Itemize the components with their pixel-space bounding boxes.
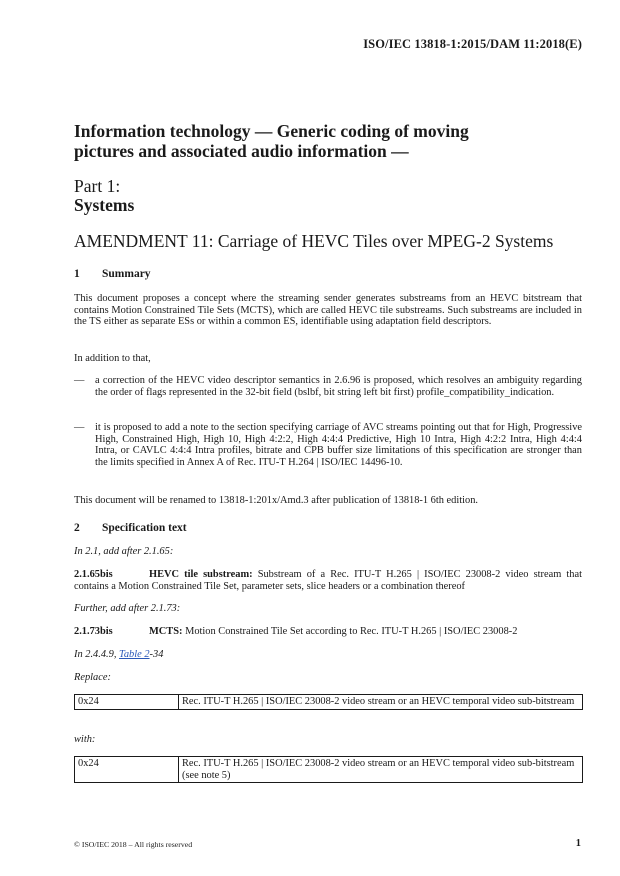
summary-paragraph-2: In addition to that, [74,353,151,364]
instruction-add-after-2-1-73: Further, add after 2.1.73: [74,603,181,614]
replacement-table [74,756,583,783]
bullet-text: it is proposed to add a note to the section specifying carriage of AVC streams pointing out that for High, Progressive High, Constrained High, High 10, High 4:2:2, High 4:4:4 Predictive, High 10 Intra, High 4:2:2 Intra, High 4:4:4 Intra, or CAVLC 4:4:4 Intra profiles, bitrate and CPB buffer size limitations of this specification are stronger than the limits specified in Annex A of Rec. ITU-T H.264 | ISO/IEC 14496-10. [95,422,582,468]
instruction-add-after-2-1-65: In 2.1, add after 2.1.65: [74,546,174,557]
section-heading-summary [74,268,151,280]
list-item [74,375,582,398]
definition-term: HEVC tile substream: [149,569,253,580]
definition-number: 2.1.65bis [74,569,113,580]
instruction-replace: Replace: [74,672,111,683]
section-number: 1 [74,268,80,280]
stream-type-description-cell: Rec. ITU-T H.265 | ISO/IEC 23008-2 video stream or an HEVC temporal video sub-bitstream [179,695,583,710]
definition-text: Motion Constrained Tile Set according to Rec. ITU-T H.265 | ISO/IEC 23008-2 [182,626,518,637]
definition-number: 2.1.73bis [74,626,113,637]
bullet-dash: — [74,422,85,433]
table-row [75,757,583,783]
part-name: Systems [74,195,135,215]
part-label: Part 1: [74,176,121,196]
definition-term: MCTS: [149,626,183,637]
page-number: 1 [575,838,581,849]
section-number: 2 [74,522,80,534]
definition-text: Substream of a Rec. ITU-T H.265 | ISO/IEC 23008-2 video stream that contains a Motion Constrained Tile Set, parameter sets, slice headers or a combination thereof [74,569,583,592]
definition-hevc-tile-substream [74,569,582,592]
summary-paragraph-3: This document will be renamed to 13818-1:201x/Amd.3 after publication of 13818-1 6th edition. [74,495,479,506]
replace-table [74,694,583,710]
copyright-footer: © ISO/IEC 2018 – All rights reserved [74,840,193,849]
bullet-text: a correction of the HEVC video descriptor semantics in 2.6.96 is proposed, which resolves an ambiguity regarding the order of flags represented in the 32-bit field (bslbf, bit string left bit first) profile_compatibility_indication. [95,375,582,398]
stream-type-code-cell: 0x24 [75,757,179,783]
summary-paragraph-1: This document proposes a concept where the streaming sender generates substreams from an HEVC bitstream that contains Motion Constrained Tile Sets (MCTS), which are called HEVC tile substreams. Such substreams are included in the TS either as separate ESs or within a common ES, identifiable using adaptation field descriptors. [74,293,582,328]
document-title [74,121,574,161]
instruction-suffix: -34 [149,649,164,660]
instruction-with: with: [74,734,96,745]
table-row [75,695,583,710]
title-line-1: Information technology — Generic coding of moving [74,121,469,141]
stream-type-code-cell: 0x24 [75,695,179,710]
instruction-table-reference [74,649,163,661]
document-reference-header: ISO/IEC 13818-1:2015/DAM 11:2018(E) [363,37,582,51]
instruction-prefix: In 2.4.4.9, [74,649,120,660]
section-heading-specification-text [74,522,187,534]
definition-mcts [74,626,517,638]
amendment-title: AMENDMENT 11: Carriage of HEVC Tiles over MPEG-2 Systems [74,231,554,251]
stream-type-description-cell: Rec. ITU-T H.265 | ISO/IEC 23008-2 video stream or an HEVC temporal video sub-bitstream (see note 5) [179,757,583,783]
section-title: Summary [102,268,151,280]
table-2-link[interactable]: Table 2 [119,649,150,660]
title-line-2: pictures and associated audio information — [74,141,409,161]
list-item [74,422,582,468]
bullet-dash: — [74,375,85,386]
section-title: Specification text [102,522,187,534]
